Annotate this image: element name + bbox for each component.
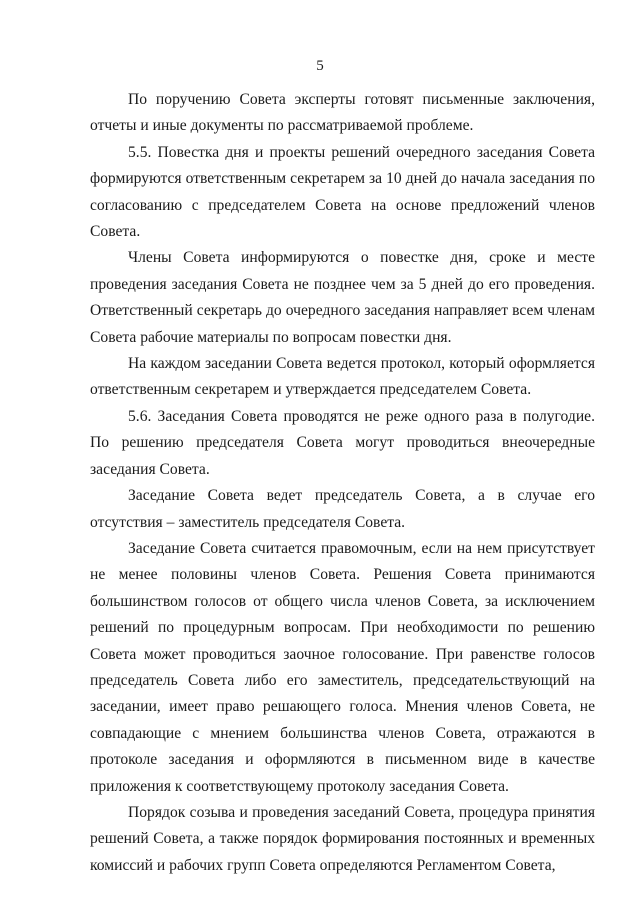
document-body: [90, 87, 595, 879]
page-number: 5: [316, 58, 324, 74]
paragraph-quorum: Заседание Совета считается правомочным, если на нем присутствует не менее половины членов Совета. Решения Совета принимаются большинством голосов от общего числа членов Совета, за исключением решений по процедурным вопросам. При необходимости по решению Совета может проводиться заочное голосование. При равенстве голосов председатель Совета либо его заместитель, председательствующий на заседании, имеет право решающего голоса. Мнения членов Совета, не совпадающие с мнением большинства членов Совета, отражаются в протоколе заседания и оформляются в письменном виде в качестве приложения к соответствующему протоколу заседания Совета.: [90, 539, 595, 795]
paragraph-procedure: Порядок созыва и проведения заседаний Совета, процедура принятия решений Совета, а также порядок формирования постоянных и временных комиссий и рабочих групп Совета определяются Регламентом Совета,: [90, 803, 595, 874]
paragraph-chair: Заседание Совета ведет председатель Совета, а в случае его отсутствия – заместитель председателя Совета.: [90, 487, 595, 531]
paragraph-members-informed: Члены Совета информируются о повестке дня, сроке и месте проведения заседания Совета не позднее чем за 5 дней до его проведения. Ответственный секретарь до очередного заседания направляет всем членам Совета рабочие материалы по вопросам повестки дня.: [90, 249, 595, 346]
paragraph-5-5-agenda: 5.5. Повестка дня и проекты решений очередного заседания Совета формируются ответственным секретарем за 10 дней до начала заседания по согласованию с председателем Совета на основе предложений членов Совета.: [90, 143, 595, 241]
paragraph-experts: По поручению Совета эксперты готовят письменные заключения, отчеты и иные документы по рассматриваемой проблеме.: [90, 91, 595, 135]
paragraph-protocol: На каждом заседании Совета ведется протокол, который оформляется ответственным секретарем и утверждается председателем Совета.: [90, 355, 595, 399]
paragraph-5-6-meetings: 5.6. Заседания Совета проводятся не реже одного раза в полугодие. По решению председателя Совета могут проводиться внеочередные заседания Совета.: [90, 407, 595, 478]
